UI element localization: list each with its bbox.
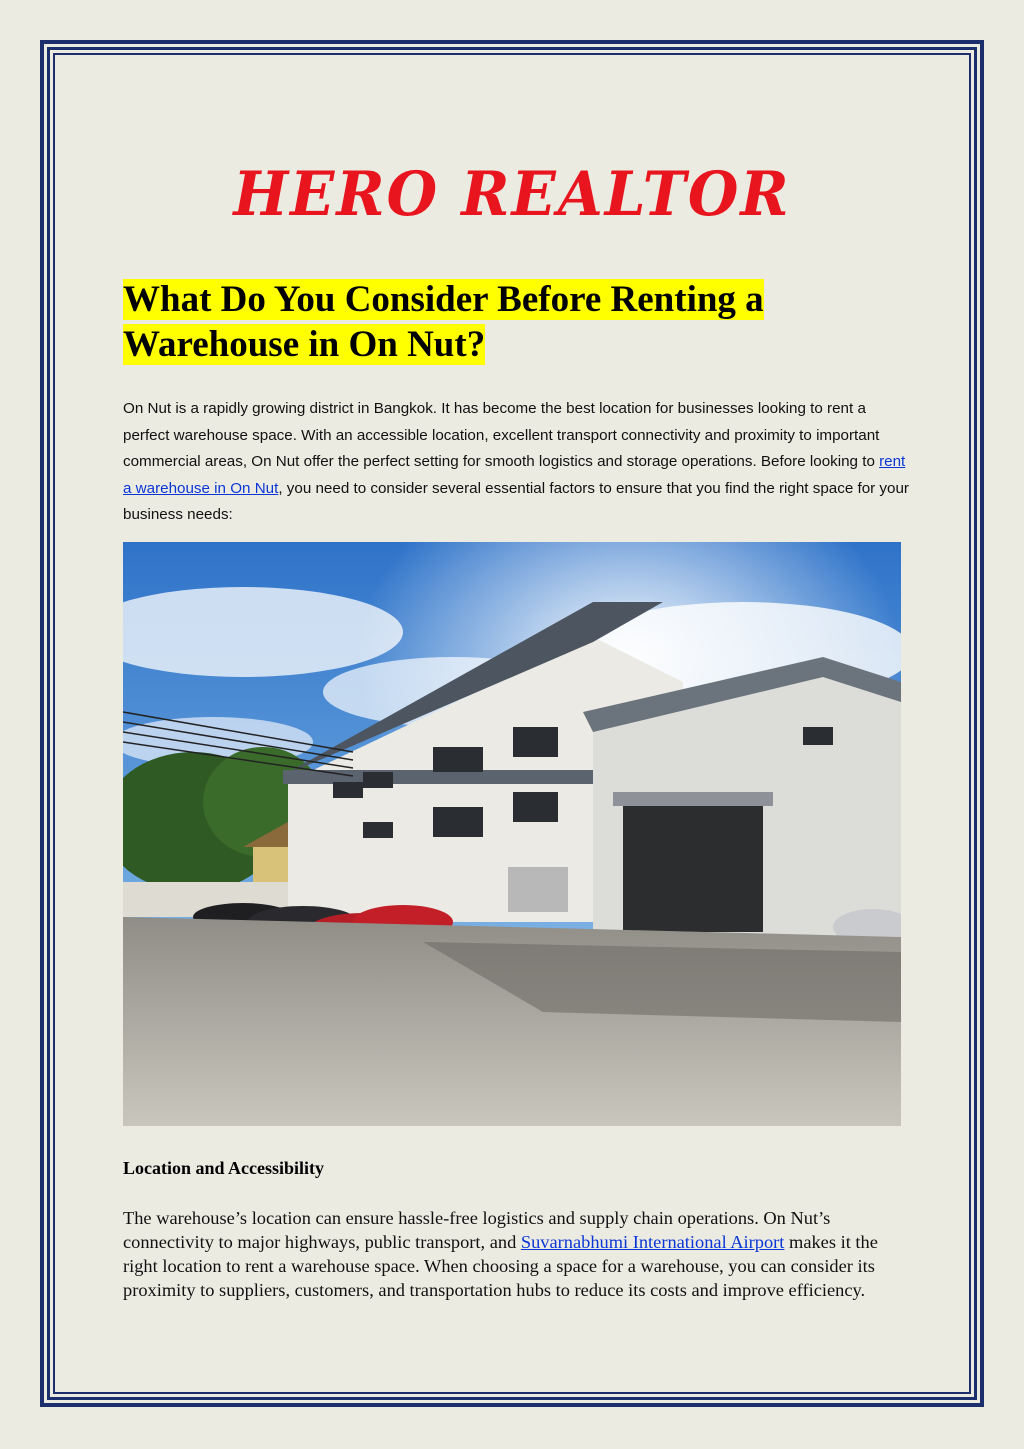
- intro-text-after: , you need to consider several essential factors to ensure that you find the right space for your business needs:: [123, 479, 909, 523]
- warehouse-photo: [123, 542, 901, 1126]
- brand-title: HERO REALTOR: [233, 158, 791, 230]
- rent-warehouse-link[interactable]: rent a warehouse in On Nut: [123, 453, 906, 497]
- section-paragraph: [123, 1206, 913, 1302]
- article-title: [123, 277, 883, 367]
- article-title-text: What Do You Consider Before Renting a Warehouse in On Nut?: [123, 279, 764, 365]
- intro-paragraph: [123, 396, 913, 529]
- section-heading: Location and Accessibility: [123, 1158, 325, 1178]
- section-text-after: makes it the right location to rent a warehouse space. When choosing a space for a warehouse, you can consider its proximity to suppliers, customers, and transportation hubs to reduce its costs and improve efficiency.: [123, 1232, 878, 1300]
- section-text-before: The warehouse’s location can ensure hassle-free logistics and supply chain operations. On Nut’s connectivity to major highways, public transport, and: [123, 1208, 831, 1252]
- intro-text-before: On Nut is a rapidly growing district in Bangkok. It has become the best location for businesses looking to rent a perfect warehouse space. With an accessible location, excellent transport connectivity and proximity to important commercial areas, On Nut offer the perfect setting for smooth logistics and storage operations. Before looking to: [123, 400, 880, 470]
- airport-link[interactable]: Suvarnabhumi International Airport: [520, 1232, 785, 1252]
